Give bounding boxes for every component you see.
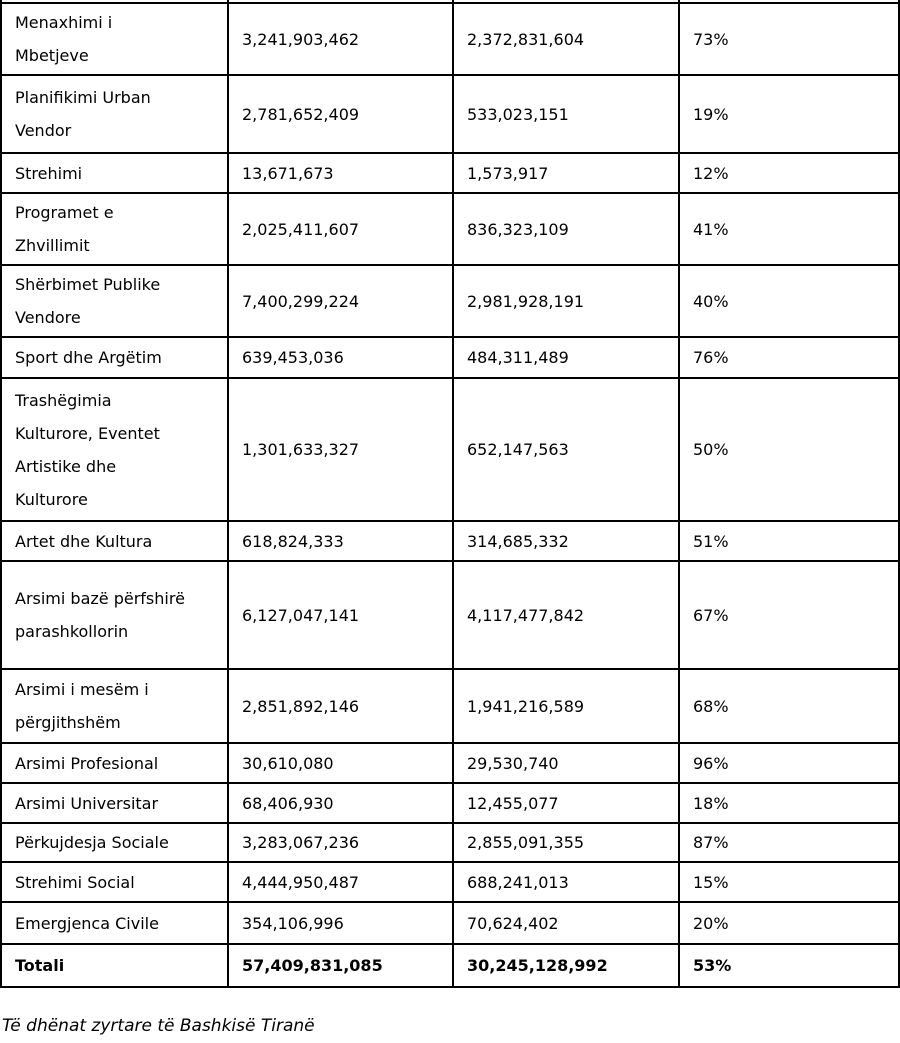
table-row — [1, 902, 899, 944]
value1-cell: 354,106,996 — [228, 902, 453, 944]
name-cell: Arsimi bazë përfshirë parashkollorin — [1, 561, 228, 669]
value1-cell: 639,453,036 — [228, 337, 453, 378]
table-row — [1, 561, 899, 669]
table-row — [1, 783, 899, 823]
value1-cell: 1,301,633,327 — [228, 378, 453, 521]
name-cell: Strehimi — [1, 153, 228, 193]
value2-cell: 484,311,489 — [453, 337, 679, 378]
table-row — [1, 153, 899, 193]
percent-cell: 40% — [679, 265, 899, 337]
value1-cell: 30,610,080 — [228, 743, 453, 783]
percent-cell: 41% — [679, 193, 899, 265]
table-row — [1, 521, 899, 561]
value2-cell: 836,323,109 — [453, 193, 679, 265]
value2-cell: 533,023,151 — [453, 75, 679, 153]
value1-cell: 2,851,892,146 — [228, 669, 453, 743]
percent-cell: 51% — [679, 521, 899, 561]
value1-cell: 2,025,411,607 — [228, 193, 453, 265]
table-row — [1, 193, 899, 265]
percent-cell: 19% — [679, 75, 899, 153]
value2-cell: 652,147,563 — [453, 378, 679, 521]
value2-cell: 688,241,013 — [453, 862, 679, 902]
value2-cell: 314,685,332 — [453, 521, 679, 561]
value1-cell: 2,781,652,409 — [228, 75, 453, 153]
table-row — [1, 862, 899, 902]
total-label-cell: Totali — [1, 944, 228, 987]
percent-cell: 20% — [679, 902, 899, 944]
name-cell: Arsimi Profesional — [1, 743, 228, 783]
name-cell: Përkujdesja Sociale — [1, 823, 228, 862]
percent-cell: 18% — [679, 783, 899, 823]
percent-cell: 12% — [679, 153, 899, 193]
value2-cell: 1,573,917 — [453, 153, 679, 193]
name-cell: Sport dhe Argëtim — [1, 337, 228, 378]
table-row — [1, 743, 899, 783]
value2-cell: 70,624,402 — [453, 902, 679, 944]
name-cell: Shërbimet Publike Vendore — [1, 265, 228, 337]
table-row — [1, 75, 899, 153]
value1-cell: 6,127,047,141 — [228, 561, 453, 669]
name-cell: Trashëgimia Kulturore, Eventet Artistike dhe Kulturore — [1, 378, 228, 521]
value1-cell: 3,283,067,236 — [228, 823, 453, 862]
percent-cell: 50% — [679, 378, 899, 521]
value1-cell: 7,400,299,224 — [228, 265, 453, 337]
name-cell: Programet e Zhvillimit — [1, 193, 228, 265]
value2-cell: 2,372,831,604 — [453, 3, 679, 75]
value2-cell: 4,117,477,842 — [453, 561, 679, 669]
table-row — [1, 669, 899, 743]
value2-cell: 2,855,091,355 — [453, 823, 679, 862]
name-cell: Menaxhimi i Mbetjeve — [1, 3, 228, 75]
name-cell: Planifikimi Urban Vendor — [1, 75, 228, 153]
total-percent-cell: 53% — [679, 944, 899, 987]
name-cell: Strehimi Social — [1, 862, 228, 902]
percent-cell: 68% — [679, 669, 899, 743]
source-caption: Të dhënat zyrtare të Bashkisë Tiranë — [2, 1016, 315, 1036]
table-row — [1, 337, 899, 378]
table-row — [1, 265, 899, 337]
table-row — [1, 823, 899, 862]
value2-cell: 1,941,216,589 — [453, 669, 679, 743]
total-value1-cell: 57,409,831,085 — [228, 944, 453, 987]
value1-cell: 4,444,950,487 — [228, 862, 453, 902]
name-cell: Emergjenca Civile — [1, 902, 228, 944]
table-row — [1, 378, 899, 521]
total-value2-cell: 30,245,128,992 — [453, 944, 679, 987]
value1-cell: 3,241,903,462 — [228, 3, 453, 75]
value2-cell: 29,530,740 — [453, 743, 679, 783]
percent-cell: 67% — [679, 561, 899, 669]
value1-cell: 618,824,333 — [228, 521, 453, 561]
percent-cell: 96% — [679, 743, 899, 783]
value2-cell: 12,455,077 — [453, 783, 679, 823]
value2-cell: 2,981,928,191 — [453, 265, 679, 337]
percent-cell: 87% — [679, 823, 899, 862]
percent-cell: 73% — [679, 3, 899, 75]
value1-cell: 13,671,673 — [228, 153, 453, 193]
name-cell: Arsimi i mesëm i përgjithshëm — [1, 669, 228, 743]
name-cell: Artet dhe Kultura — [1, 521, 228, 561]
percent-cell: 15% — [679, 862, 899, 902]
table-total-row — [1, 944, 899, 987]
table-row — [1, 3, 899, 75]
value1-cell: 68,406,930 — [228, 783, 453, 823]
name-cell: Arsimi Universitar — [1, 783, 228, 823]
percent-cell: 76% — [679, 337, 899, 378]
